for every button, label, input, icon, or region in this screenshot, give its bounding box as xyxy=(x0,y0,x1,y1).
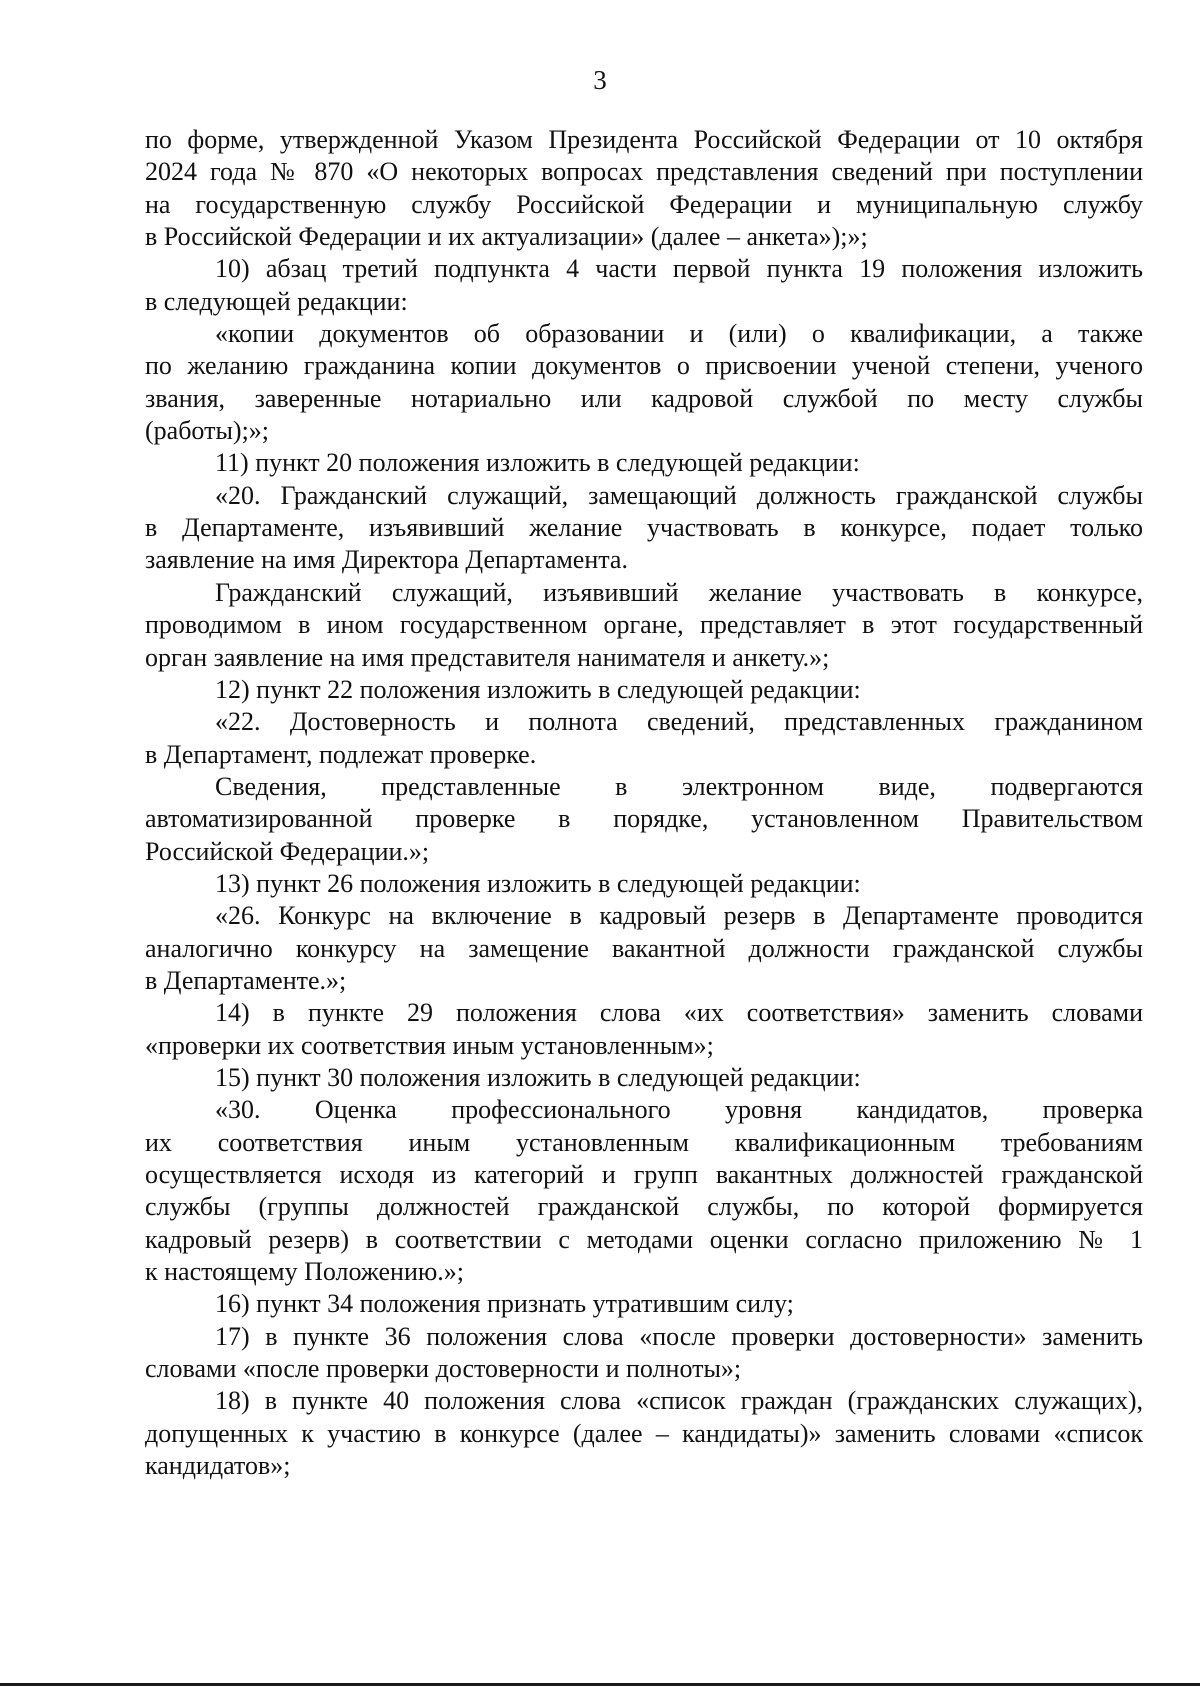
text-line: 15) пункт 30 положения изложить в следующей редакции: xyxy=(215,1062,861,1092)
text-line: к настоящему Положению.»; xyxy=(145,1257,465,1287)
text-line: на государственную службу Российской Федерации и муниципальную службу xyxy=(145,189,1143,219)
text-line: по форме, утвержденной Указом Президента Российской Федерации от 10 октября xyxy=(145,125,1143,154)
text-line: осуществляется исходя из категорий и групп вакантных должностей гражданской xyxy=(145,1160,1143,1189)
text-line: «22. Достоверность и полнота сведений, представленных гражданином xyxy=(215,707,1143,737)
bottom-rule xyxy=(0,1683,1200,1686)
text-line: проводимом в ином государственном органе, представляет в этот государственный xyxy=(145,610,1143,640)
text-line: «копии документов об образовании и (или) о квалификации, а также xyxy=(215,319,1143,349)
text-line: 11) пункт 20 положения изложить в следующей редакции: xyxy=(215,448,860,478)
page-number: 3 xyxy=(593,65,607,95)
text-line: в следующей редакции: xyxy=(145,286,408,316)
text-line: 2024 года № 870 «О некоторых вопросах представления сведений при поступлении xyxy=(145,157,1143,187)
text-line: кадровый резерв) в соответствии с методами оценки согласно приложению № 1 xyxy=(145,1224,1143,1254)
text-line: 12) пункт 22 положения изложить в следующей редакции: xyxy=(215,674,861,704)
text-line: в Российской Федерации и их актуализации» (далее – анкета»);»; xyxy=(145,222,868,252)
text-line: допущенных к участию в конкурсе (далее – кандидаты)» заменить словами «список xyxy=(145,1418,1143,1448)
text-line: их соответствия иным установленным квалификационным требованиям xyxy=(145,1127,1143,1157)
text-line: словами «после проверки достоверности и полноты»; xyxy=(145,1354,742,1384)
text-line: «30. Оценка профессионального уровня кандидатов, проверка xyxy=(215,1095,1143,1125)
text-line: орган заявление на имя представителя нанимателя и анкету.»; xyxy=(145,642,830,672)
text-line: «проверки их соответствия иным установленным»; xyxy=(145,1030,714,1060)
text-line: в Департаменте.»; xyxy=(145,965,347,995)
text-line: заявление на имя Директора Департамента. xyxy=(145,545,628,575)
text-line: «26. Конкурс на включение в кадровый резерв в Департаменте проводится xyxy=(215,901,1143,931)
text-line: кандидатов»; xyxy=(145,1451,291,1481)
text-line: службы (группы должностей гражданской службы, по которой формируется xyxy=(145,1192,1143,1222)
text-line: 13) пункт 26 положения изложить в следующей редакции: xyxy=(215,868,861,898)
text-line: по желанию гражданина копии документов о присвоении ученой степени, ученого xyxy=(145,351,1143,381)
text-line: «20. Гражданский служащий, замещающий должность гражданской службы xyxy=(215,480,1143,510)
text-line: 14) в пункте 29 положения слова «их соответствия» заменить словами xyxy=(215,998,1143,1028)
document-body xyxy=(145,124,1143,1482)
text-line: Сведения, представленные в электронном виде, подвергаются xyxy=(215,771,1143,801)
text-line: в Департаменте, изъявивший желание участвовать в конкурсе, подает только xyxy=(145,513,1143,543)
text-line: автоматизированной проверке в порядке, установленном Правительством xyxy=(145,804,1143,834)
text-line: 18) в пункте 40 положения слова «список граждан (гражданских служащих), xyxy=(215,1386,1143,1416)
text-line: 16) пункт 34 положения признать утратившим силу; xyxy=(215,1289,794,1319)
text-line: в Департамент, подлежат проверке. xyxy=(145,739,537,769)
text-line: Российской Федерации.»; xyxy=(145,836,430,866)
text-line: 10) абзац третий подпункта 4 части первой пункта 19 положения изложить xyxy=(215,254,1143,284)
text-line: звания, заверенные нотариально или кадровой службой по месту службы xyxy=(145,383,1143,413)
text-line: 17) в пункте 36 положения слова «после проверки достоверности» заменить xyxy=(215,1321,1143,1351)
text-line: Гражданский служащий, изъявивший желание участвовать в конкурсе, xyxy=(215,577,1143,607)
text-line: (работы);»; xyxy=(145,416,270,446)
text-line: аналогично конкурсу на замещение вакантной должности гражданской службы xyxy=(145,933,1143,963)
